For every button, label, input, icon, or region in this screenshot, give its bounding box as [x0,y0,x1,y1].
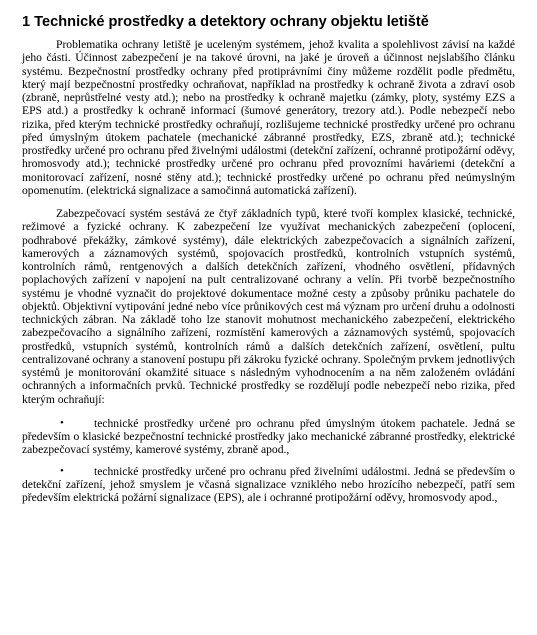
bullet-text-1: technické prostředky určené pro ochranu před úmyslným útokem pachatele. Jedná se především o klasické bezpečnostní technické prostředky jako mechanické zábranné prostředky, elektrické zabezpečovací systémy, kamerové systémy, zbraně apod., [22,416,515,457]
bullet-icon: • [60,464,64,477]
body-paragraph-2: Zabezpečovací systém sestává ze čtyř základních typů, které tvoří komplex klasické, technické, režimové a fyzické ochrany. K zabezpečení lze využívat mechanických zabezpečení (oplocení, podhrabové překážky, zámkové systémy), dále elektrických zabezpečovacích a signálních zařízení, kamerových a záznamových systémů, spojovacích prostředků, kontrolních vstupních systémů, kontrolních rámů, rentgenových a dalších detekčních zařízení, vhodného osvětlení, přídavných poplachových zařízení v napojení na pult centralizované ochrany a velín. Při tvorbě bezpečnostního systému je vhodné vyznačit do projektové dokumentace možné cesty a způsoby průniku pachatele do objektů. Objektivní vytipování jedné nebo více průnikových cest má význam pro určení druhu a odolnosti technických zábran. Na základě toho lze stanovit mohutnost mechanického zabezpečení, elektrického zabezpečovacího a signálního zařízení, rozmístění kamerových a záznamových systémů, spojovacích prostředků, vstupních systémů, kontrolních rámů a dalších detekčních zařízení, osvětlení, pultu centralizované ochrany a stanovení postupu při zákroku fyzické ochrany. Společným prvkem jednotlivých systémů je monitorování okamžité situace s následným vyhodnocením a na něm založeném ovládání ochranných a informačních prvků. Technické prostředky se rozdělují podle nebezpečí nebo rizika, před kterým ochraňují: [22,207,515,406]
bullet-icon: • [60,416,64,429]
bullet-item-2 [22,465,515,505]
bullet-item-1 [22,417,515,457]
section-heading: 1 Technické prostředky a detektory ochrany objektu letiště [22,14,429,30]
bullet-text-2: technické prostředky určené pro ochranu před živelními událostmi. Jedná se především o detekční zařízení, jehož smyslem je včasná signalizace vzniklého nebo hrozícího nebezpečí, patří sem především elektrická požární signalizace (EPS), ale i ochranné protipožární oděvy, hromosvody apod., [22,464,515,504]
bullet-list [22,417,515,505]
body-paragraph-1: Problematika ochrany letiště je uceleným systémem, jehož kvalita a spolehlivost závisí na každé jeho části. Účinnost zabezpečení je na takové úrovni, na jaké je úroveň a účinnost nejslabšího článku systému. Bezpečnostní prostředky ochrany před protiprávními činy můžeme rozdělit podle předmětu, který mají bezpečnostní prostředky ochraňovat, například na prostředky k ochraně života a zdraví osob (zbraně, neprůstřelné vesty atd.); nebo na prostředky k ochraně majetku (zámky, ploty, systémy EZS a EPS atd.) a prostředky k ochraně informací (šumové generátory, trezory atd.). Podle nebezpečí nebo rizika, před kterým technické prostředky ochraňují, rozlišujeme technické prostředky určené pro ochranu před úmyslným útokem pachatele (mechanické zábranné prostředky, EZS, zbraně atd.); technické prostředky určené pro ochranu před živelnými událostmi (detekční zařízení, ochranné protipožární oděvy, hromosvody atd.); technické prostředky určené pro ochranu před provozními haváriemi (detekční a monitorovací zařízení, nosné stěny atd.); technické prostředky určené po ochranu před neúmyslným opomenutím. (elektrická signalizace a samočinná automatická zařízení). [22,38,515,197]
